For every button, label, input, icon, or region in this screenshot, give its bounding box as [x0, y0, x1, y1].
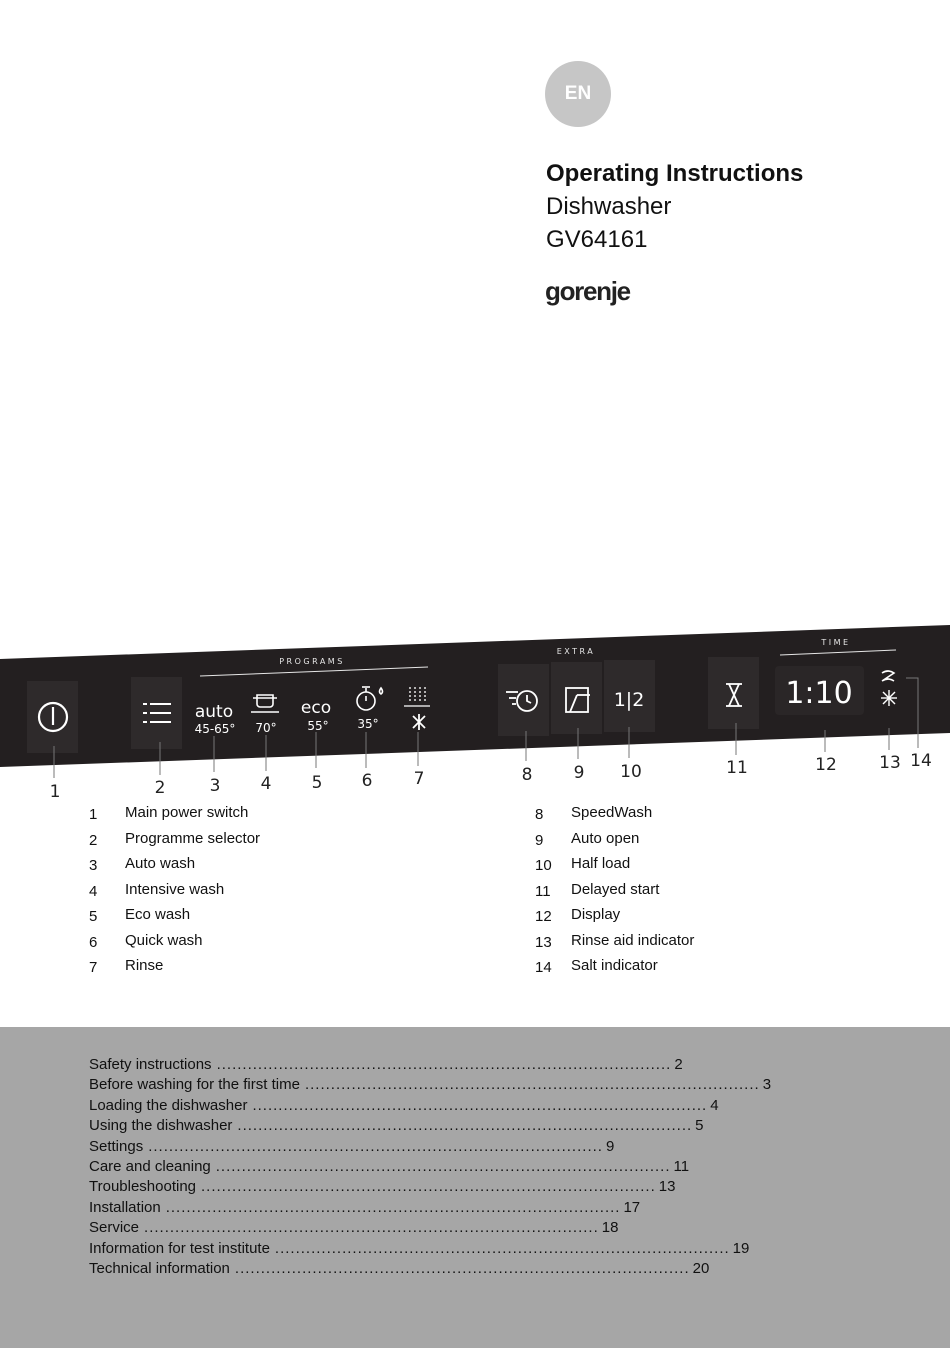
callout-8: 8: [521, 765, 533, 785]
display-value: 1:10: [785, 676, 853, 711]
legend-right: [535, 800, 694, 979]
legend-item: 13 Rinse aid indicator: [535, 931, 695, 951]
control-panel-illustration: [0, 620, 950, 810]
callout-4: 4: [260, 774, 272, 794]
toc-entry[interactable]: Before washing for the first time ........................................................................................ 3: [89, 1076, 772, 1094]
toc-entry[interactable]: Loading the dishwasher ........................................................................................ 4: [89, 1096, 719, 1114]
product-name: Dishwasher: [546, 193, 672, 220]
legend-item: 4 Intensive wash: [89, 880, 225, 900]
legend-item: 2 Programme selector: [89, 829, 261, 849]
programs-header: PROGRAMS: [279, 657, 345, 666]
legend-item: 5 Eco wash: [89, 906, 191, 925]
callout-6: 6: [361, 771, 373, 791]
rinse-aid-icon: [881, 690, 897, 706]
toc-entry[interactable]: Technical information ........................................................................................ 20: [89, 1259, 710, 1277]
toc-entry[interactable]: Settings ........................................................................................ 9: [89, 1137, 615, 1155]
callout-13: 13: [879, 753, 901, 773]
callout-11: 11: [726, 758, 748, 778]
toc-entry[interactable]: Service ........................................................................................ 18: [89, 1219, 619, 1237]
auto-temp: 45-65°: [194, 722, 236, 736]
legend-item: 14 Salt indicator: [535, 957, 658, 976]
toc-entry[interactable]: Using the dishwasher ........................................................................................ 5: [89, 1117, 704, 1135]
callout-10: 10: [620, 762, 642, 782]
callout-3: 3: [209, 776, 221, 796]
callout-9: 9: [573, 763, 585, 783]
speedwash-button: [498, 664, 549, 736]
legend-item: 6 Quick wash: [89, 931, 203, 951]
legend-item: 12 Display: [535, 906, 621, 925]
legend-item: 11 Delayed start: [535, 880, 660, 900]
callout-2: 2: [154, 778, 166, 798]
language-badge: EN: [545, 61, 611, 127]
callout-1: 1: [49, 782, 61, 802]
legend-item: 8 SpeedWash: [535, 804, 653, 823]
table-of-contents: [0, 1027, 950, 1348]
extra-header: EXTRA: [556, 647, 596, 656]
legend-item: 3 Auto wash: [89, 855, 196, 874]
eco-label: eco: [300, 698, 332, 718]
half-load-label: 1|2: [613, 689, 645, 711]
toc-entry[interactable]: Safety instructions ........................................................................................ 2: [89, 1056, 683, 1073]
toc-list: [89, 1055, 772, 1279]
callout-5: 5: [311, 773, 323, 793]
brand-logo: gorenje: [545, 276, 630, 306]
toc-entry[interactable]: Care and cleaning ........................................................................................ 11: [89, 1157, 690, 1175]
eco-temp: 55°: [307, 719, 329, 733]
model-number: GV64161: [546, 226, 648, 253]
document-title: Operating Instructions: [546, 160, 804, 187]
toc-entry[interactable]: Information for test institute ........................................................................................ 19: [89, 1239, 750, 1257]
quick-temp: 35°: [357, 717, 379, 731]
toc-entry[interactable]: Troubleshooting ........................................................................................ 13: [89, 1178, 676, 1196]
legend-item: 9 Auto open: [535, 829, 640, 849]
legend-item: 1 Main power switch: [89, 804, 249, 823]
intensive-temp: 70°: [255, 721, 277, 735]
legend-left: [89, 800, 260, 979]
time-header: TIME: [821, 638, 851, 647]
legend-item: 7 Rinse: [89, 957, 164, 976]
legend-item: 10 Half load: [535, 855, 631, 874]
callout-7: 7: [413, 769, 425, 789]
callout-12: 12: [815, 755, 837, 775]
callout-14: 14: [910, 751, 932, 771]
toc-entry[interactable]: Installation ........................................................................................ 17: [89, 1198, 641, 1216]
auto-label: auto: [194, 702, 234, 722]
